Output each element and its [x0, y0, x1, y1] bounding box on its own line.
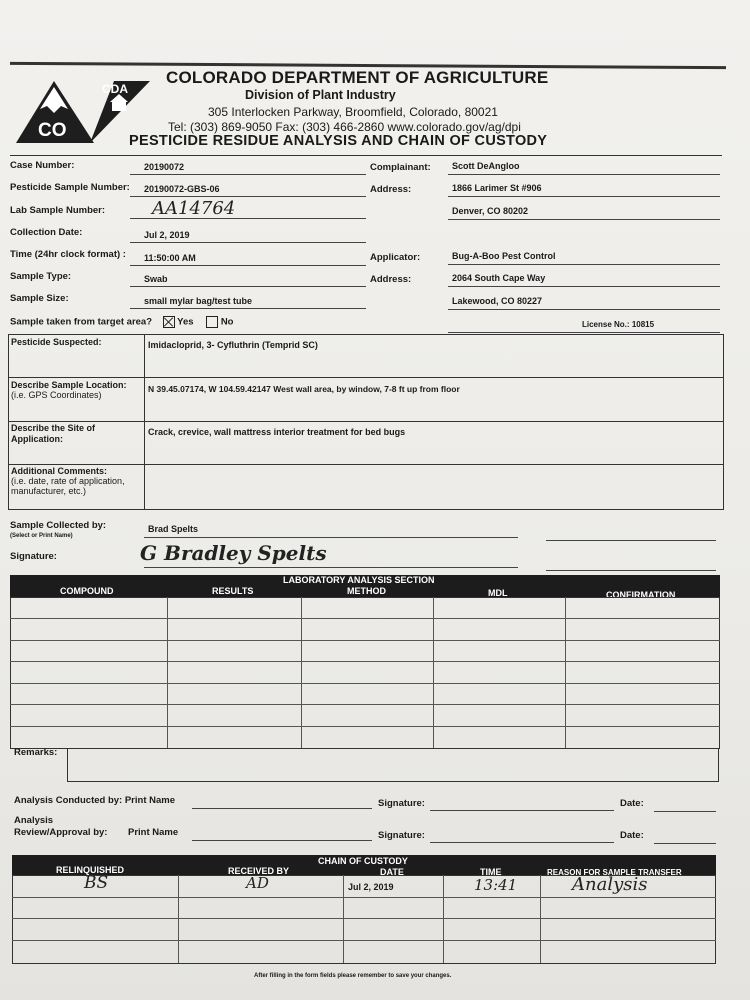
complainant-address-line2[interactable]: Denver, CO 80202 — [452, 206, 529, 216]
analysis-review-date-label: Date: — [620, 830, 644, 841]
custody-received-1[interactable]: AD — [246, 874, 269, 892]
custody-relinquished-1[interactable]: BS — [84, 873, 109, 893]
signature-line-2 — [546, 570, 716, 571]
case-number-line — [130, 174, 366, 175]
col-time: TIME — [480, 867, 502, 877]
sample-location-sub: (i.e. GPS Coordinates) — [11, 390, 102, 400]
lab-sample-number-value[interactable]: AA14764 — [152, 198, 236, 219]
lab-sample-line — [130, 218, 366, 219]
analysis-conducted-label: Analysis Conducted by: Print Name — [14, 795, 176, 806]
collection-date-label: Collection Date: — [10, 227, 83, 238]
custody-col-line-2 — [343, 875, 344, 963]
target-area-label: Sample taken from target area? — [10, 316, 153, 328]
additional-comments-sub1: (i.e. date, rate of application, — [11, 476, 125, 486]
applicator-value[interactable]: Bug-A-Boo Pest Control — [452, 251, 556, 261]
custody-col-line-3 — [443, 875, 444, 963]
collector-signature[interactable]: G Bradley Spelts — [140, 541, 327, 565]
logo-abbrev: CDA — [102, 82, 128, 96]
form-title: PESTICIDE RESIDUE ANALYSIS AND CHAIN OF CUSTODY — [129, 133, 548, 149]
division-name: Division of Plant Industry — [245, 88, 396, 102]
applicator-address-line2[interactable]: Lakewood, CO 80227 — [452, 296, 543, 306]
target-area-question — [10, 316, 233, 328]
col-received-by: RECEIVED BY — [228, 866, 290, 876]
lab-row-line-6 — [10, 726, 720, 727]
analysis-review-print-name: Print Name — [128, 827, 179, 838]
custody-date-1[interactable]: Jul 2, 2019 — [348, 882, 394, 892]
license-value[interactable]: 10815 — [631, 320, 655, 329]
applicator-label: Applicator: — [370, 252, 421, 263]
col-mdl: MDL — [488, 588, 508, 598]
site-application-label-2: Application: — [11, 434, 63, 444]
complainant-address-line1[interactable]: 1866 Larimer St #906 — [452, 183, 542, 193]
analysis-conducted-signature-line — [430, 810, 614, 811]
custody-row-line-1 — [12, 897, 716, 898]
collected-by-sub: (Select or Print Name) — [10, 533, 73, 539]
time-value[interactable]: 11:50:00 AM — [144, 253, 196, 263]
analysis-conducted-name-line — [192, 808, 372, 809]
collection-date-value[interactable]: Jul 2, 2019 — [144, 230, 190, 240]
org-address: 305 Interlocken Parkway, Broomfield, Colorado, 80021 — [208, 105, 498, 119]
target-area-yes-checkbox[interactable] — [163, 316, 175, 328]
applicator-address-line — [448, 286, 720, 287]
complainant-label: Complainant: — [370, 162, 431, 173]
details-row-line-1 — [8, 377, 724, 378]
col-date: DATE — [380, 867, 404, 877]
custody-time-1[interactable]: 13:41 — [474, 876, 518, 894]
header-rule — [10, 155, 722, 156]
analysis-conducted-date-label: Date: — [620, 798, 644, 809]
lab-row-line-2 — [10, 640, 720, 641]
sample-location-label: Describe Sample Location: — [11, 380, 127, 390]
time-line — [130, 265, 366, 266]
analysis-review-name-line — [192, 840, 372, 841]
custody-col-line-4 — [540, 875, 541, 963]
col-method: METHOD — [347, 586, 386, 596]
complainant-value[interactable]: Scott DeAngloo — [452, 161, 520, 171]
applicator-address-line-2 — [448, 309, 720, 310]
org-contact: Tel: (303) 869-9050 Fax: (303) 466-2860 www.colorado.gov/ag/dpi — [168, 120, 521, 134]
analysis-review-signature-label: Signature: — [378, 830, 425, 841]
collected-by-line — [144, 537, 518, 538]
pesticide-suspected-label: Pesticide Suspected: — [11, 337, 102, 347]
complainant-address-line-2 — [448, 219, 720, 220]
analysis-review-date-line — [654, 843, 716, 844]
additional-comments-sub2: manufacturer, etc.) — [11, 486, 87, 496]
custody-col-line-1 — [178, 875, 179, 963]
applicator-line — [448, 264, 720, 265]
target-area-no-label: No — [220, 316, 234, 328]
details-row-line-3 — [8, 464, 724, 465]
lab-row-line-3 — [10, 661, 720, 662]
time-label: Time (24hr clock format) : — [10, 249, 126, 260]
collected-by-name[interactable]: Brad Spelts — [148, 524, 199, 534]
lab-sample-number-label: Lab Sample Number: — [10, 205, 106, 216]
remarks-field[interactable] — [67, 748, 719, 782]
analysis-review-label-1: Analysis — [14, 815, 54, 826]
collected-by-label: Sample Collected by: — [10, 520, 107, 531]
col-relinquished: RELINQUISHED — [56, 865, 125, 875]
signature-label: Signature: — [10, 551, 57, 562]
lab-row-line-5 — [10, 704, 720, 705]
license-line — [448, 332, 720, 333]
pesticide-sample-number-label: Pesticide Sample Number: — [10, 182, 130, 193]
license-label: License No.: — [582, 320, 630, 329]
sample-location-value[interactable]: N 39.45.07174, W 104.59.42147 West wall area, by window, 7-8 ft up from floor — [148, 384, 460, 394]
applicator-address-line1[interactable]: 2064 South Cape Way — [452, 273, 546, 283]
col-compound: COMPOUND — [60, 586, 114, 596]
complainant-address-line — [448, 196, 720, 197]
site-application-value[interactable]: Crack, crevice, wall mattress interior treatment for bed bugs — [148, 427, 406, 437]
lab-section-title: LABORATORY ANALYSIS SECTION — [283, 575, 435, 585]
custody-row-line-2 — [12, 918, 716, 919]
target-area-yes-label: Yes — [177, 316, 194, 328]
case-number-value[interactable]: 20190072 — [144, 162, 185, 172]
complainant-address-label: Address: — [370, 184, 412, 195]
pesticide-sample-line — [130, 196, 366, 197]
analysis-conducted-date-line — [654, 811, 716, 812]
col-confirmation: CONFIRMATION — [606, 590, 676, 600]
signature-line — [144, 567, 518, 568]
sample-type-value[interactable]: Swab — [144, 274, 168, 284]
custody-reason-1[interactable]: Analysis — [572, 874, 648, 895]
sample-size-line — [130, 308, 366, 309]
collection-date-line — [130, 242, 366, 243]
target-area-no-checkbox[interactable] — [206, 316, 218, 328]
lab-row-line-1 — [10, 618, 720, 619]
applicator-address-label: Address: — [370, 274, 412, 285]
collected-by-line-2 — [546, 540, 716, 541]
case-number-label: Case Number: — [10, 160, 75, 171]
complainant-line — [448, 174, 720, 175]
site-application-label: Describe the Site of — [11, 423, 96, 433]
pesticide-sample-number-value[interactable]: 20190072-GBS-06 — [144, 184, 220, 194]
custody-row-line-3 — [12, 940, 716, 941]
details-row-line-2 — [8, 421, 724, 422]
col-reason: REASON FOR SAMPLE TRANSFER — [547, 868, 682, 877]
analysis-review-signature-line — [430, 842, 614, 843]
analysis-review-label-2: Review/Approval by: — [14, 827, 108, 838]
pesticide-suspected-value[interactable]: Imidacloprid, 3- Cyfluthrin (Temprid SC) — [148, 340, 318, 350]
custody-title: CHAIN OF CUSTODY — [318, 856, 408, 866]
col-results: RESULTS — [212, 586, 254, 596]
analysis-conducted-signature-label: Signature: — [378, 798, 425, 809]
sample-type-line — [130, 286, 366, 287]
org-name: COLORADO DEPARTMENT OF AGRICULTURE — [166, 68, 549, 87]
logo-letters: CO — [38, 120, 67, 141]
remarks-label: Remarks: — [14, 747, 58, 758]
sample-size-label: Sample Size: — [10, 293, 69, 304]
sample-size-value[interactable]: small mylar bag/test tube — [144, 296, 253, 306]
footnote: After filling in the form fields please remember to save your changes. — [254, 973, 452, 979]
additional-comments-label: Additional Comments: — [11, 466, 107, 476]
lab-row-line-4 — [10, 683, 720, 684]
sample-type-label: Sample Type: — [10, 271, 72, 282]
